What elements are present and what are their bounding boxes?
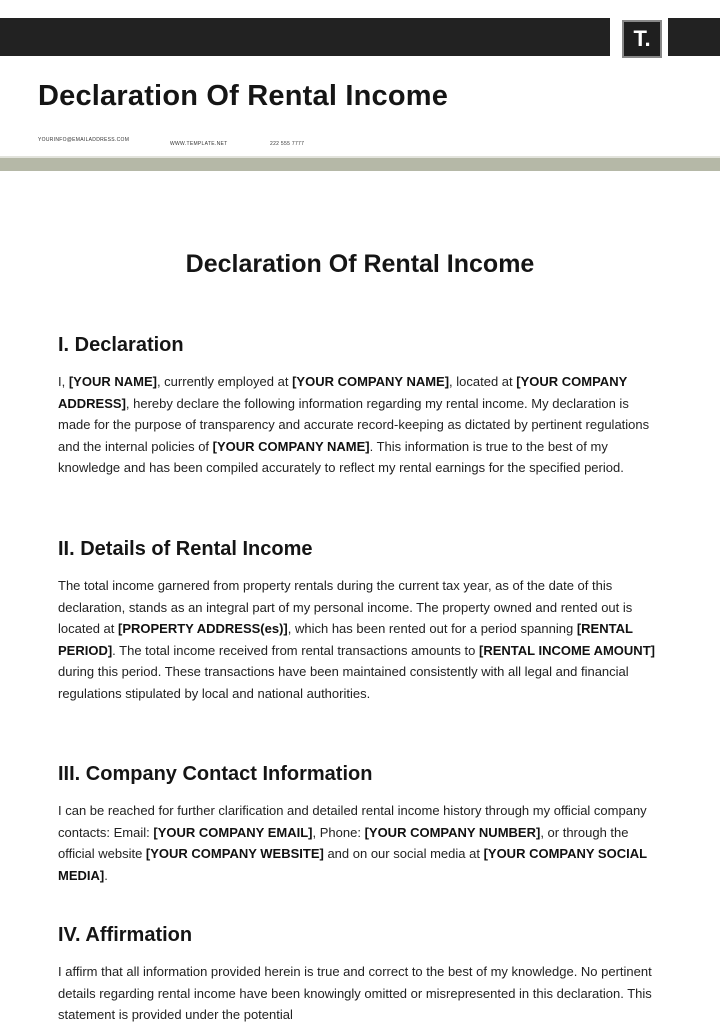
section-heading: I. Declaration xyxy=(58,334,184,356)
section-company-contact xyxy=(58,763,658,886)
placeholder-field: [PROPERTY ADDRESS(es)] xyxy=(118,621,288,636)
placeholder-field: [YOUR COMPANY ADDRESS] xyxy=(58,374,628,411)
placeholder-field: [YOUR COMPANY SOCIAL MEDIA] xyxy=(58,846,647,883)
placeholder-field: [YOUR COMPANY NUMBER] xyxy=(364,824,541,840)
section-body: I affirm that all information provided herein is true and correct to the best of my knowledge. No pertinent details regarding rental income have been knowingly omitted or misrepresented in this declaration. This statement is provided under the potential xyxy=(58,964,652,1022)
header-email: YOURINFO@EMAILADDRESS.COM xyxy=(38,137,130,143)
placeholder-field: [RENTAL PERIOD] xyxy=(58,621,633,658)
section-rental-income-details xyxy=(58,538,658,704)
placeholder-field: [YOUR NAME] xyxy=(68,374,157,389)
section-body: The total income garnered from property rentals during the current tax year, as of the date of this declaration, stands as an integral part of my personal income. The property owned and rented out is located at [PROPERTY ADDRESS(es)], which has been rented out for a period spanning [RENTAL PERIOD]. The total income received from rental transactions amounts to [RENTAL INCOME AMOUNT] during this period. These transactions have been maintained consistently with all legal and financial regulations stipulated by local and national authorities. xyxy=(58,578,655,701)
section-body: I, [YOUR NAME], currently employed at [YOUR COMPANY NAME], located at [YOUR COMPANY ADDRESS], hereby declare the following information regarding my rental income. My declaration is made for the purpose of transparency and accurate record-keeping as dictated by pertinent regulations and the internal policies of [YOUR COMPANY NAME]. This information is true to the best of my knowledge and has been compiled accurately to reflect my rental earnings for the specified period. xyxy=(58,374,650,475)
template-logo: T. xyxy=(622,20,662,58)
header-divider-band xyxy=(0,156,720,171)
placeholder-field: [RENTAL INCOME AMOUNT] xyxy=(479,642,655,658)
section-heading: III. Company Contact Information xyxy=(58,763,373,785)
document-title: Declaration Of Rental Income xyxy=(185,250,535,278)
section-heading: IV. Affirmation xyxy=(58,924,193,946)
placeholder-field: [YOUR COMPANY NAME] xyxy=(212,438,370,454)
section-body: I can be reached for further clarification and detailed rental income history through my official company contacts: Email: [YOUR COMPANY EMAIL], Phone: [YOUR COMPANY NUMBER], or through the official website [YOUR COMPANY WEBSITE] and on our social media at [YOUR COMPANY SOCIAL MEDIA]. xyxy=(58,803,647,883)
header-website: WWW.TEMPLATE.NET xyxy=(170,141,228,147)
placeholder-field: [YOUR COMPANY WEBSITE] xyxy=(145,846,324,861)
header-title: Declaration Of Rental Income xyxy=(38,80,449,112)
placeholder-field: [YOUR COMPANY NAME] xyxy=(292,374,450,389)
section-affirmation xyxy=(58,924,658,1026)
section-heading: II. Details of Rental Income xyxy=(58,538,313,560)
placeholder-field: [YOUR COMPANY EMAIL] xyxy=(153,824,313,840)
section-declaration xyxy=(58,334,658,479)
header-phone: 222 555 7777 xyxy=(270,141,305,147)
